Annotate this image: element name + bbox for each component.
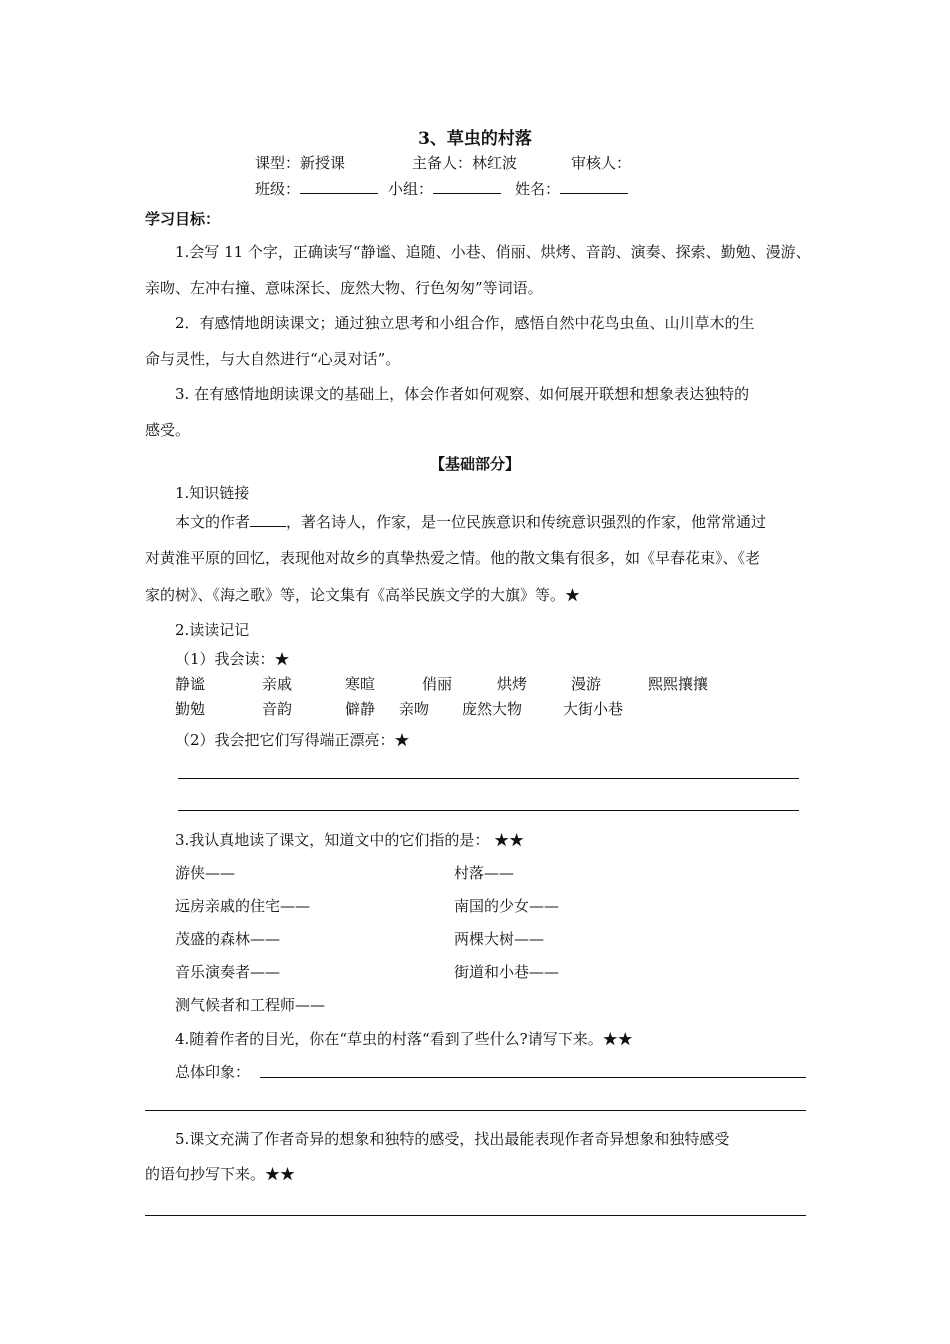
objective-3-line-2: 感受。: [145, 421, 191, 439]
objective-1-line-2: 亲吻、左冲右撞、意味深长、庞然大物、行色匆匆”等词语。: [145, 279, 543, 297]
word-item: 烘烤: [497, 675, 528, 693]
word-item: 漫游: [571, 675, 602, 693]
word-item: 大街小巷: [563, 700, 624, 718]
impression-line-2[interactable]: [145, 1110, 806, 1111]
q2-sub-1: （1）我会读：★: [175, 650, 290, 668]
objective-2-line-2: 命与灵性，与大自然进行“心灵对话”。: [145, 350, 401, 368]
word-item: 音韵: [262, 700, 293, 718]
q3-left-item: 茂盛的森林——: [175, 930, 281, 948]
group-label: 小组：: [388, 180, 434, 198]
writing-line-2[interactable]: [178, 810, 799, 811]
q3-title: 3.我认真地读了课文，知道文中的它们指的是： ★★: [175, 831, 525, 849]
name-blank[interactable]: [560, 179, 628, 194]
q1-title: 1.知识链接: [175, 484, 250, 502]
q3-left-item: 游侠——: [175, 864, 236, 882]
author-blank[interactable]: [250, 512, 286, 527]
q2-title: 2.读读记记: [175, 621, 250, 639]
group-field: [388, 178, 501, 199]
q5-line-1: 5.课文充满了作者奇异的想象和独特的感受，找出最能表现作者奇异想象和独特感受: [175, 1130, 730, 1148]
answer-line[interactable]: [145, 1215, 806, 1216]
q1-line-3: 家的树》、《海之歌》等，论文集有《高举民族文学的大旗》等。★: [145, 586, 581, 604]
word-item: 静谧: [175, 675, 206, 693]
word-item: 寒暄: [345, 675, 376, 693]
group-blank[interactable]: [433, 179, 501, 194]
q3-left-item: 远房亲戚的住宅——: [175, 897, 311, 915]
q4-label: 总体印象：: [175, 1063, 251, 1081]
word-row-2: [0, 698, 950, 718]
objective-3-line-1: 3. 在有感情地朗读课文的基础上，体会作者如何观察、如何展开联想和想象表达独特的: [175, 385, 750, 403]
q2-sub-2: （2）我会把它们写得端正漂亮：★: [175, 731, 410, 749]
class-field: [255, 178, 378, 199]
q1-line-1: [175, 511, 766, 532]
objective-2-line-1: 2．有感情地朗读课文；通过独立思考和小组合作，感悟自然中花鸟虫鱼、山川草木的生: [175, 314, 755, 332]
word-item: 熙熙攘攘: [648, 675, 709, 693]
q3-left-item: 测气候者和工程师——: [175, 996, 326, 1014]
q1-line-1-end: ，著名诗人，作家，是一位民族意识和传统意识强烈的作家，他常常通过: [286, 513, 767, 531]
q3-right-item: 两棵大树——: [454, 930, 545, 948]
q3-right-item: 街道和小巷——: [454, 963, 560, 981]
q1-line-1-start: 本文的作者: [175, 513, 251, 531]
basic-section-heading: 【基础部分】: [429, 455, 520, 473]
q5-line-2: 的语句抄写下来。★★: [145, 1165, 296, 1183]
name-label: 姓名：: [515, 180, 561, 198]
word-item: 俏丽: [422, 675, 453, 693]
word-item: 勤勉: [175, 700, 206, 718]
page-title: 3、草虫的村落: [418, 129, 532, 149]
name-field: [515, 178, 628, 199]
q3-right-item: 村落——: [454, 864, 515, 882]
objective-1-line-1: 1.会写 11 个字，正确读写“静谧、追随、小巷、俏丽、烘烤、音韵、演奏、探索、勤勉、漫游、: [175, 243, 811, 261]
word-item: 亲吻: [399, 700, 430, 718]
impression-line-1[interactable]: [260, 1077, 806, 1078]
word-row-1: [0, 673, 950, 693]
word-item: 亲戚: [262, 675, 293, 693]
q3-left-item: 音乐演奏者——: [175, 963, 281, 981]
writing-line-1[interactable]: [178, 778, 799, 779]
preparer: 主备人：林红波: [412, 154, 518, 172]
q4-title: 4.随着作者的目光，你在“草虫的村落“看到了些什么?请写下来。★★: [175, 1030, 633, 1048]
word-item: 僻静: [345, 700, 376, 718]
word-item: 庞然大物: [462, 700, 523, 718]
class-label: 班级：: [255, 180, 301, 198]
q1-line-2: 对黄淮平原的回忆，表现他对故乡的真挚热爱之情。他的散文集有很多，如《早春花束》、《老: [145, 549, 761, 567]
objectives-heading: 学习目标：: [145, 210, 221, 228]
course-type: 课型：新授课: [255, 154, 346, 172]
q3-right-item: 南国的少女——: [454, 897, 560, 915]
class-blank[interactable]: [300, 179, 378, 194]
reviewer: 审核人：: [571, 154, 632, 172]
